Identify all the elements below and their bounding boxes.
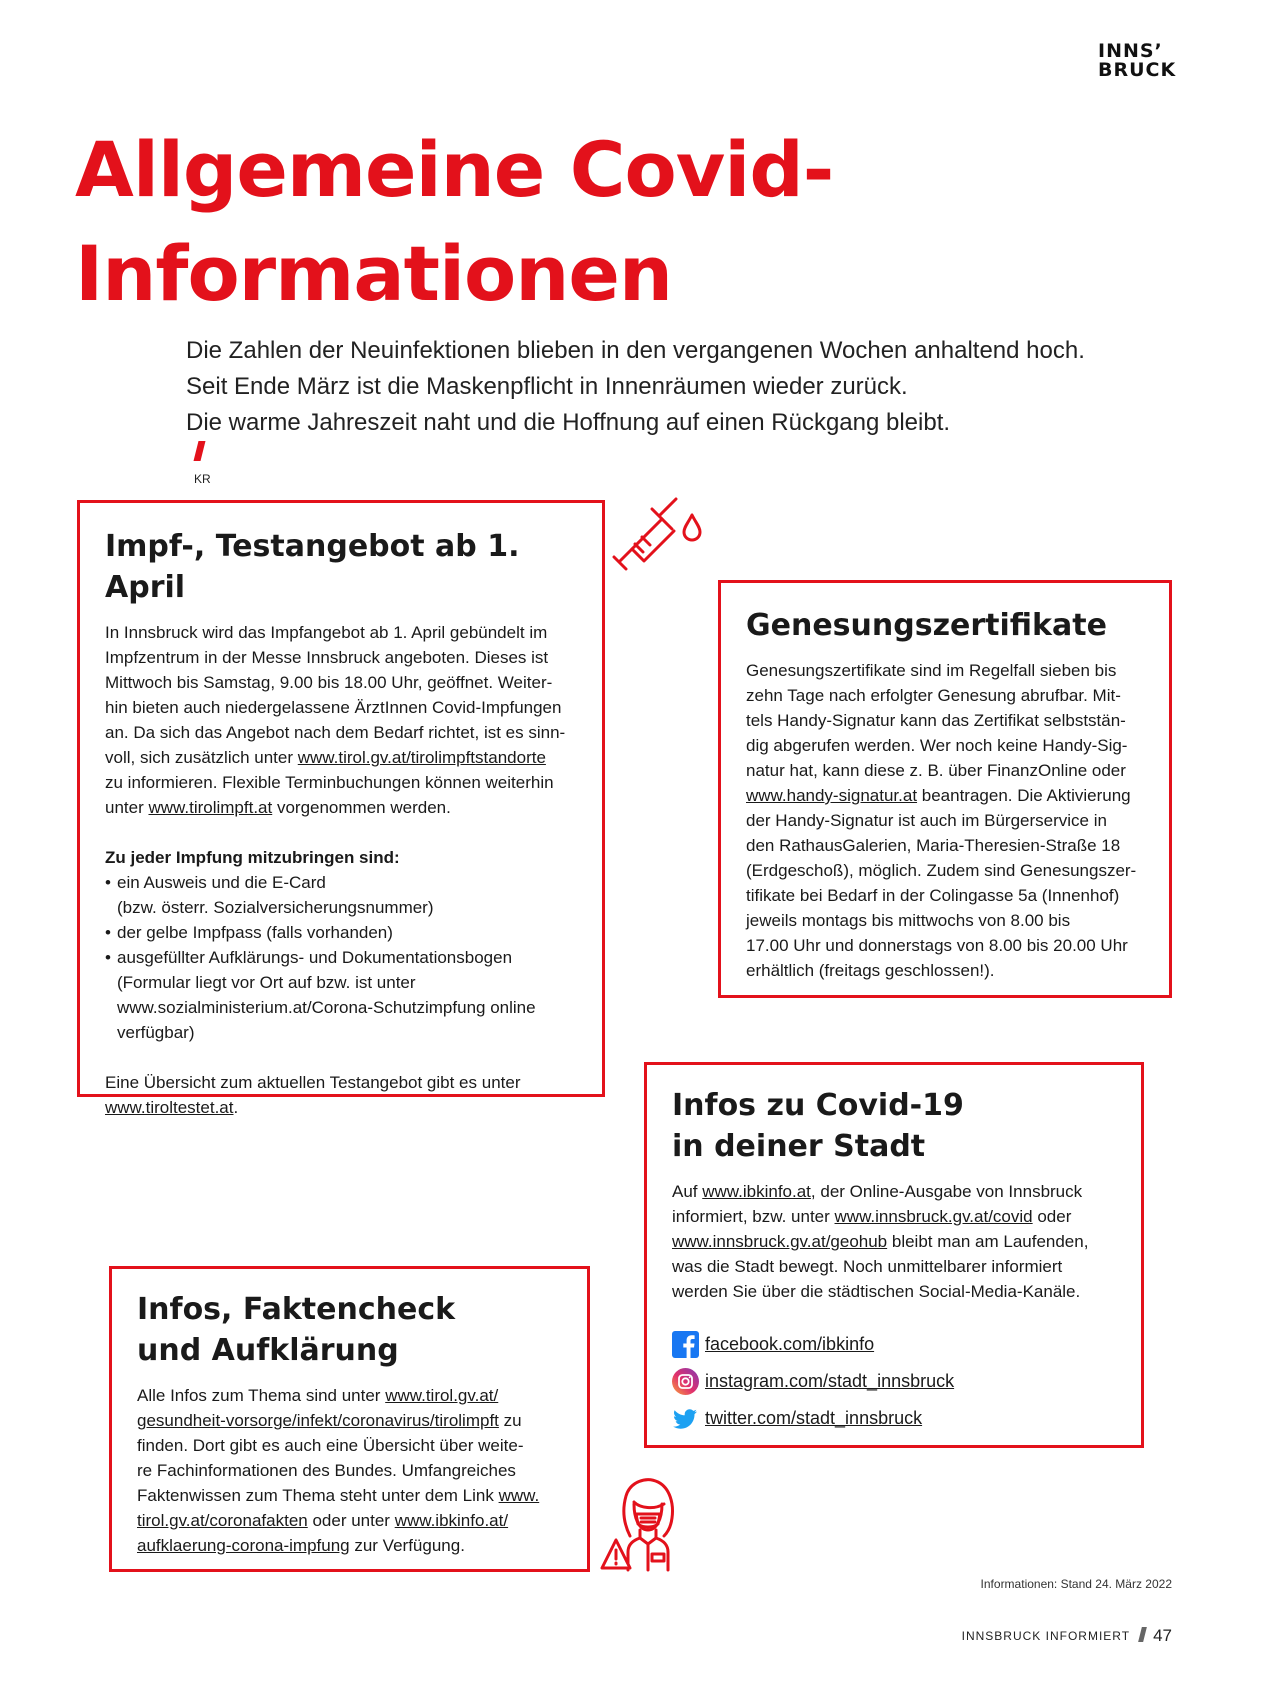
innsbruck-geohub-link[interactable]: www.innsbruck.gv.at/geohub [672, 1232, 888, 1251]
text-segment: . [233, 1098, 239, 1117]
slash-mark-icon [194, 441, 206, 461]
text-line: • der gelbe Impfpass (falls vorhanden) [117, 923, 393, 942]
text-line: Impfzentrum in der Messe Innsbruck angeboten. Dieses ist [105, 648, 549, 667]
footer-slash-icon [1138, 1627, 1147, 1642]
text-line [137, 1533, 563, 1558]
bring-section [105, 845, 578, 870]
text-line: den RathausGalerien, Maria-Theresien-Straße 18 [746, 836, 1121, 855]
intro-line: Die Zahlen der Neuinfektionen blieben in den vergangenen Wochen anhaltend hoch. [186, 337, 1085, 364]
intro-text [186, 333, 1146, 497]
footer-label: INNSBRUCK INFORMIERT [961, 1629, 1131, 1643]
facebook-row[interactable] [672, 1326, 1117, 1363]
aufklaerung-link-cont[interactable]: aufklaerung-corona-impfung [137, 1536, 350, 1555]
text-segment: oder unter [307, 1511, 395, 1530]
twitter-link[interactable]: twitter.com/stadt_innsbruck [705, 1408, 923, 1428]
author-initials: KR [194, 472, 211, 486]
text-line: www.sozialministerium.at/Corona-Schutzimpfung online [117, 998, 536, 1017]
text-segment: vorgenommen werden. [272, 798, 451, 817]
text-line [105, 1095, 578, 1120]
text-line [105, 795, 578, 820]
coronafakten-link-cont[interactable]: tirol.gv.at/coronafakten [137, 1511, 308, 1530]
text-segment: zur Verfügung. [349, 1536, 465, 1555]
heading-line: Infos, Faktencheck [137, 1292, 456, 1327]
text-line [672, 1229, 1117, 1254]
social-links [672, 1326, 1117, 1437]
text-segment: Faktenwissen zum Thema steht unter dem Link [137, 1486, 499, 1505]
handy-signatur-link[interactable]: www.handy-signatur.at [746, 786, 918, 805]
fact-check-paragraph [137, 1383, 563, 1558]
facebook-icon [672, 1331, 699, 1358]
text-line: hin bieten auch niedergelassene ÄrztInnen Covid-Impfungen [105, 698, 562, 717]
text-line [672, 1179, 1117, 1204]
page-footer [900, 1626, 1172, 1646]
heading-line: und Aufklärung [137, 1333, 399, 1368]
text-line: natur hat, kann diese z. B. über FinanzOnline oder [746, 761, 1126, 780]
text-line: • ein Ausweis und die E-Card [117, 873, 326, 892]
innsbruck-logo [1098, 42, 1178, 80]
tiroltestet-link[interactable]: www.tiroltestet.at [105, 1098, 234, 1117]
text-line: Mittwoch bis Samstag, 9.00 bis 18.00 Uhr, geöffnet. Weiter- [105, 673, 553, 692]
tirolimpftstandorte-link[interactable]: www.tirol.gv.at/tirolimpftstandorte [297, 748, 546, 767]
text-line: (Formular liegt vor Ort auf bzw. ist unter [117, 973, 416, 992]
text-line [137, 1483, 563, 1508]
syringe-icon [612, 497, 702, 581]
ibkinfo-link[interactable]: www.ibkinfo.at [702, 1182, 811, 1201]
text-segment: Auf [672, 1182, 703, 1201]
text-line: verfügbar) [117, 1023, 195, 1042]
tirol-gv-link[interactable]: www.tirol.gv.at/ [385, 1386, 499, 1405]
text-line: was die Stadt bewegt. Noch unmittelbarer informiert [672, 1257, 1063, 1276]
fact-check-heading [137, 1289, 563, 1371]
text-segment: informiert, bzw. unter [672, 1207, 835, 1226]
tirol-gv-link-cont[interactable]: gesundheit-vorsorge/infekt/coronavirus/tirolimpft [137, 1411, 499, 1430]
logo-line-1: INNS’ [1098, 40, 1163, 62]
twitter-icon [672, 1405, 699, 1432]
tirolimpft-link[interactable]: www.tirolimpft.at [148, 798, 273, 817]
text-line: In Innsbruck wird das Impfangebot ab 1. April gebündelt im [105, 623, 548, 642]
text-line: re Fachinformationen des Bundes. Umfangreiches [137, 1461, 516, 1480]
intro-line-text: Die warme Jahreszeit naht und die Hoffnung auf einen Rückgang bleibt. [186, 409, 951, 436]
text-line: Genesungszertifikate sind im Regelfall sieben bis [746, 661, 1117, 680]
text-line: (Erdgeschoß), möglich. Zudem sind Genesungszer- [746, 861, 1137, 880]
text-line: an. Da sich das Angebot nach dem Bedarf richtet, ist es sinn- [105, 723, 566, 742]
instagram-link[interactable]: instagram.com/stadt_innsbruck [705, 1371, 955, 1391]
text-line [137, 1408, 563, 1433]
text-line: jeweils montags bis mittwochs von 8.00 bis [746, 911, 1071, 930]
heading-line: in deiner Stadt [672, 1129, 926, 1164]
text-line: tifikate bei Bedarf in der Colingasse 5a (Innenhof) [746, 886, 1120, 905]
bring-list [105, 870, 578, 1045]
list-item [105, 920, 578, 945]
city-info-box [644, 1062, 1144, 1448]
masked-healthcare-worker-icon [600, 1474, 692, 1572]
instagram-row[interactable] [672, 1363, 1117, 1400]
heading-line: Infos zu Covid-19 [672, 1088, 964, 1123]
text-line: der Handy-Signatur ist auch im Bürgerservice in [746, 811, 1107, 830]
text-line [137, 1383, 563, 1408]
page-title-line-2: Informationen [75, 229, 672, 318]
text-line: finden. Dort gibt es auch eine Übersicht über weite- [137, 1436, 524, 1455]
text-line: werden Sie über die städtischen Social-Media-Kanäle. [672, 1282, 1081, 1301]
text-line: dig abgerufen werden. Wer noch keine Handy-Sig- [746, 736, 1128, 755]
text-segment: zu [498, 1411, 522, 1430]
test-paragraph [105, 1070, 578, 1120]
vaccination-test-box [77, 500, 605, 1117]
recovery-certificate-box [718, 580, 1172, 998]
text-line: (bzw. österr. Sozialversicherungsnummer) [117, 898, 434, 917]
text-segment: voll, sich zusätzlich unter [105, 748, 298, 767]
text-segment: beantragen. Die Aktivierung [917, 786, 1131, 805]
text-line: zehn Tage nach erfolgter Genesung abrufbar. Mit- [746, 686, 1121, 705]
text-line: 17.00 Uhr und donnerstags von 8.00 bis 20.00 Uhr [746, 936, 1128, 955]
text-segment: oder [1032, 1207, 1072, 1226]
text-line: zu informieren. Flexible Terminbuchungen können weiterhin [105, 773, 554, 792]
text-line: Eine Übersicht zum aktuellen Testangebot gibt es unter [105, 1073, 521, 1092]
logo-line-2: BRUCK [1098, 59, 1177, 81]
text-segment: Alle Infos zum Thema sind unter [137, 1386, 386, 1405]
text-line [105, 745, 578, 770]
text-line: tels Handy-Signatur kann das Zertifikat selbststän- [746, 711, 1126, 730]
page-title-line-1: Allgemeine Covid- [75, 125, 834, 214]
text-line [672, 1204, 1117, 1229]
recovery-paragraph [746, 658, 1145, 983]
intro-line [186, 405, 1146, 497]
vaccination-test-heading: Impf-, Testangebot ab 1. April [105, 529, 520, 605]
text-segment: bleibt man am Laufenden, [887, 1232, 1089, 1251]
aufklaerung-link[interactable]: www.ibkinfo.at/ [394, 1511, 509, 1530]
city-info-heading [672, 1085, 1117, 1167]
text-segment: unter [105, 798, 149, 817]
intro-line: Seit Ende März ist die Maskenpflicht in Innenräumen wieder zurück. [186, 373, 908, 400]
footnote: Informationen: Stand 24. März 2022 [980, 1577, 1172, 1591]
list-item [105, 945, 578, 1045]
text-line: erhältlich (freitags geschlossen!). [746, 961, 995, 980]
text-line [137, 1508, 563, 1533]
recovery-certificate-heading: Genesungszertifikate [746, 608, 1107, 643]
page-title [75, 118, 833, 326]
fact-check-box [109, 1266, 590, 1572]
bring-heading: Zu jeder Impfung mitzubringen sind: [105, 848, 400, 867]
text-segment: , der Online-Ausgabe von Innsbruck [810, 1182, 1083, 1201]
vaccination-paragraph [105, 620, 578, 820]
coronafakten-link[interactable]: www. [498, 1486, 540, 1505]
text-line [746, 783, 1145, 808]
list-item [105, 870, 578, 920]
text-line: • ausgefüllter Aufklärungs- und Dokumentationsbogen [117, 948, 513, 967]
facebook-link[interactable]: facebook.com/ibkinfo [705, 1334, 875, 1354]
city-info-paragraph [672, 1179, 1117, 1304]
page-number: 47 [1153, 1626, 1172, 1645]
twitter-row[interactable] [672, 1400, 1117, 1437]
instagram-icon [672, 1368, 699, 1395]
innsbruck-covid-link[interactable]: www.innsbruck.gv.at/covid [834, 1207, 1033, 1226]
